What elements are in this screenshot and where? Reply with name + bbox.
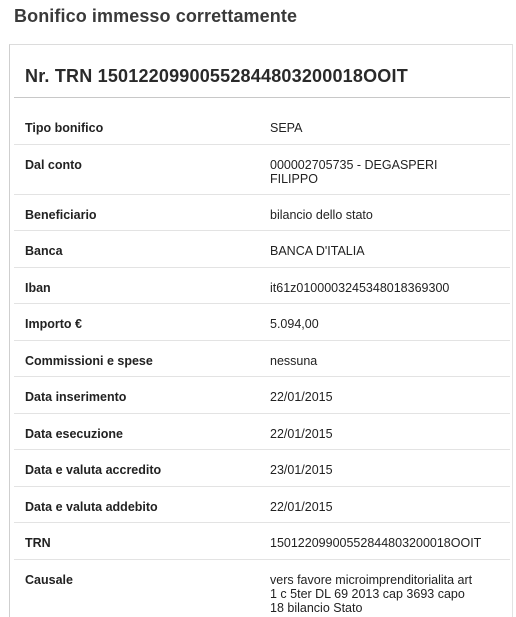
detail-row-trn bbox=[14, 522, 510, 559]
page-heading: Bonifico immesso correttamente bbox=[14, 6, 298, 26]
detail-value: BANCA D'ITALIA bbox=[270, 244, 365, 258]
detail-row-data-addebito bbox=[14, 486, 510, 522]
detail-row-dal-conto bbox=[14, 144, 510, 194]
detail-label: Banca bbox=[25, 244, 63, 258]
detail-row-causale bbox=[14, 559, 510, 617]
trn-title: Nr. TRN 15012209900552844803200018OOIT bbox=[25, 66, 408, 86]
detail-value: bilancio dello stato bbox=[270, 208, 373, 222]
detail-value: 5.094,00 bbox=[270, 317, 319, 331]
detail-row-data-esecuzione bbox=[14, 413, 510, 449]
detail-label: Beneficiario bbox=[25, 208, 97, 222]
detail-label: Causale bbox=[25, 573, 73, 587]
detail-value: 15012209900552844803200018OOIT bbox=[270, 536, 482, 550]
detail-value: 23/01/2015 bbox=[270, 463, 333, 477]
detail-value: 22/01/2015 bbox=[270, 500, 333, 514]
detail-value: SEPA bbox=[270, 121, 303, 135]
detail-label: Data e valuta addebito bbox=[25, 500, 158, 514]
detail-value: 000002705735 - DEGASPERI FILIPPO bbox=[270, 158, 438, 186]
detail-value: 22/01/2015 bbox=[270, 390, 333, 404]
detail-value: it61z0100003245348018369300 bbox=[270, 281, 450, 295]
detail-label: Data inserimento bbox=[25, 390, 127, 404]
detail-label: TRN bbox=[25, 536, 51, 550]
detail-label: Commissioni e spese bbox=[25, 354, 153, 368]
detail-row-iban bbox=[14, 267, 510, 303]
title-divider bbox=[14, 97, 510, 98]
detail-row-importo bbox=[14, 303, 510, 340]
detail-label: Tipo bonifico bbox=[25, 121, 104, 135]
detail-label: Iban bbox=[25, 281, 51, 295]
detail-label: Data e valuta accredito bbox=[25, 463, 162, 477]
detail-label: Importo € bbox=[25, 317, 82, 331]
detail-row-tipo-bonifico bbox=[14, 108, 510, 144]
detail-row-commissioni bbox=[14, 340, 510, 376]
detail-label: Data esecuzione bbox=[25, 427, 123, 441]
detail-label: Dal conto bbox=[25, 158, 82, 172]
detail-row-data-inserimento bbox=[14, 376, 510, 413]
detail-value: vers favore microimprenditorialita art 1 c 5ter DL 69 2013 cap 3693 capo 18 bilancio Stato bbox=[270, 573, 473, 615]
detail-row-banca bbox=[14, 230, 510, 267]
detail-value: nessuna bbox=[270, 354, 318, 368]
detail-value: 22/01/2015 bbox=[270, 427, 333, 441]
detail-row-beneficiario bbox=[14, 194, 510, 230]
detail-row-data-accredito bbox=[14, 449, 510, 486]
